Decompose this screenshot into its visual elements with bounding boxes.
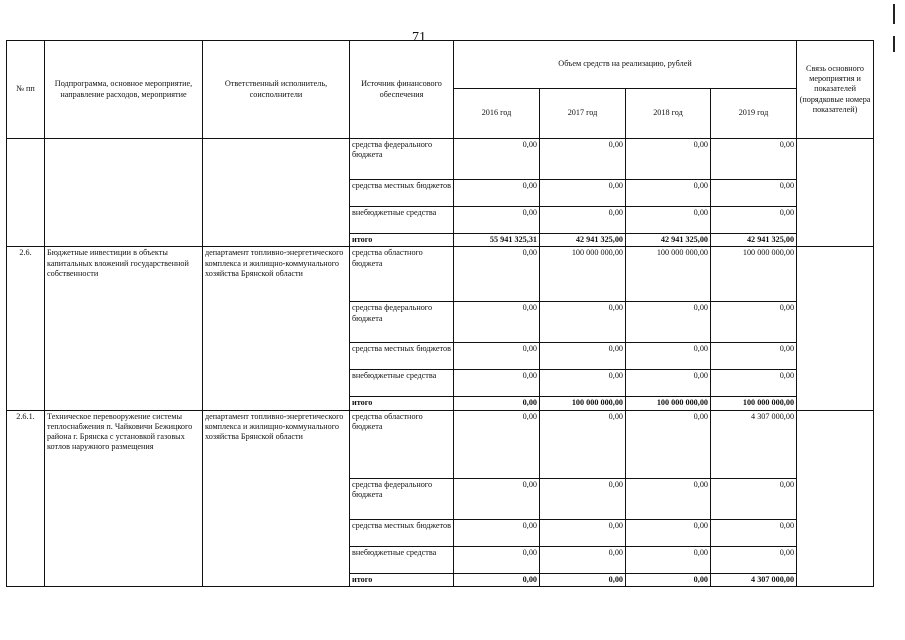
table-header bbox=[7, 41, 874, 139]
value-2017: 0,00 bbox=[540, 370, 626, 397]
value-2016: 0,00 bbox=[454, 410, 540, 478]
value-2019: 0,00 bbox=[711, 207, 797, 234]
header-executor: Ответственный исполнитель, соисполнители bbox=[203, 41, 350, 139]
header-year: 2019 год bbox=[711, 89, 797, 139]
value-2016: 0,00 bbox=[454, 247, 540, 302]
row-program: Бюджетные инвестиции в объекты капитальных вложений государственной собственности bbox=[45, 247, 203, 410]
value-2017: 0,00 bbox=[540, 478, 626, 519]
total-2019: 100 000 000,00 bbox=[711, 397, 797, 410]
value-2018: 0,00 bbox=[626, 343, 711, 370]
row-executor: департамент топливно-энергетического комплекса и жилищно-коммунального хозяйства Брянской области bbox=[203, 247, 350, 410]
row-source: средства областного бюджета bbox=[350, 247, 454, 302]
value-2019: 0,00 bbox=[711, 519, 797, 546]
value-2016: 0,00 bbox=[454, 180, 540, 207]
value-2018: 0,00 bbox=[626, 207, 711, 234]
total-2017: 42 941 325,00 bbox=[540, 234, 626, 247]
total-2016: 55 941 325,31 bbox=[454, 234, 540, 247]
total-2016: 0,00 bbox=[454, 573, 540, 586]
edge-mark-bottom bbox=[893, 36, 895, 52]
value-2019: 4 307 000,00 bbox=[711, 410, 797, 478]
total-2017: 0,00 bbox=[540, 573, 626, 586]
header-year: 2016 год bbox=[454, 89, 540, 139]
row-source: внебюджетные средства bbox=[350, 370, 454, 397]
header-amount: Объем средств на реализацию, рублей bbox=[454, 41, 797, 89]
edge-mark-top bbox=[893, 4, 895, 24]
row-source: средства областного бюджета bbox=[350, 410, 454, 478]
row-source: средства федерального бюджета bbox=[350, 139, 454, 180]
row-link bbox=[797, 410, 874, 586]
value-2016: 0,00 bbox=[454, 546, 540, 573]
header-program: Подпрограмма, основное мероприятие, направление расходов, мероприятие bbox=[45, 41, 203, 139]
row-num: 2.6. bbox=[7, 247, 45, 410]
value-2018: 0,00 bbox=[626, 546, 711, 573]
total-2018: 100 000 000,00 bbox=[626, 397, 711, 410]
value-2016: 0,00 bbox=[454, 478, 540, 519]
table-row bbox=[7, 410, 874, 478]
header-source: Источник финансового обеспечения bbox=[350, 41, 454, 139]
row-num: 2.6.1. bbox=[7, 410, 45, 586]
row-source-total: итого bbox=[350, 573, 454, 586]
value-2018: 0,00 bbox=[626, 370, 711, 397]
value-2019: 0,00 bbox=[711, 478, 797, 519]
value-2016: 0,00 bbox=[454, 302, 540, 343]
value-2017: 0,00 bbox=[540, 207, 626, 234]
total-2019: 4 307 000,00 bbox=[711, 573, 797, 586]
value-2019: 100 000 000,00 bbox=[711, 247, 797, 302]
table-row bbox=[7, 247, 874, 302]
header-link: Связь основного мероприятия и показателей (порядковые номера показателей) bbox=[797, 41, 874, 139]
value-2017: 0,00 bbox=[540, 302, 626, 343]
funding-table bbox=[6, 40, 874, 587]
table-row bbox=[7, 139, 874, 180]
value-2018: 0,00 bbox=[626, 410, 711, 478]
value-2019: 0,00 bbox=[711, 139, 797, 180]
row-link bbox=[797, 139, 874, 247]
total-2016: 0,00 bbox=[454, 397, 540, 410]
value-2017: 0,00 bbox=[540, 343, 626, 370]
value-2019: 0,00 bbox=[711, 180, 797, 207]
value-2017: 0,00 bbox=[540, 519, 626, 546]
row-source: внебюджетные средства bbox=[350, 207, 454, 234]
row-source: средства местных бюджетов bbox=[350, 519, 454, 546]
value-2016: 0,00 bbox=[454, 370, 540, 397]
value-2018: 0,00 bbox=[626, 519, 711, 546]
row-source-total: итого bbox=[350, 397, 454, 410]
total-2019: 42 941 325,00 bbox=[711, 234, 797, 247]
row-program: Техническое перевооружение системы теплоснабжения п. Чайковичи Бежицкого района г. Брянска с установкой газовых котлов наружного размещения bbox=[45, 410, 203, 586]
value-2016: 0,00 bbox=[454, 207, 540, 234]
row-source: средства местных бюджетов bbox=[350, 180, 454, 207]
value-2019: 0,00 bbox=[711, 343, 797, 370]
row-num bbox=[7, 139, 45, 247]
row-source-total: итого bbox=[350, 234, 454, 247]
row-executor bbox=[203, 139, 350, 247]
header-num: № пп bbox=[7, 41, 45, 139]
value-2018: 0,00 bbox=[626, 302, 711, 343]
value-2017: 0,00 bbox=[540, 180, 626, 207]
value-2019: 0,00 bbox=[711, 302, 797, 343]
row-program bbox=[45, 139, 203, 247]
value-2016: 0,00 bbox=[454, 139, 540, 180]
value-2017: 0,00 bbox=[540, 410, 626, 478]
row-executor: департамент топливно-энергетического комплекса и жилищно-коммунального хозяйства Брянской области bbox=[203, 410, 350, 586]
total-2018: 42 941 325,00 bbox=[626, 234, 711, 247]
total-2018: 0,00 bbox=[626, 573, 711, 586]
value-2017: 100 000 000,00 bbox=[540, 247, 626, 302]
value-2016: 0,00 bbox=[454, 519, 540, 546]
table-body bbox=[7, 139, 874, 587]
value-2018: 100 000 000,00 bbox=[626, 247, 711, 302]
value-2018: 0,00 bbox=[626, 478, 711, 519]
value-2016: 0,00 bbox=[454, 343, 540, 370]
row-source: средства федерального бюджета bbox=[350, 478, 454, 519]
value-2018: 0,00 bbox=[626, 139, 711, 180]
value-2019: 0,00 bbox=[711, 546, 797, 573]
page-number: 71 bbox=[412, 30, 426, 45]
total-2017: 100 000 000,00 bbox=[540, 397, 626, 410]
value-2017: 0,00 bbox=[540, 139, 626, 180]
header-year: 2017 год bbox=[540, 89, 626, 139]
value-2019: 0,00 bbox=[711, 370, 797, 397]
row-link bbox=[797, 247, 874, 410]
value-2018: 0,00 bbox=[626, 180, 711, 207]
row-source: средства федерального бюджета bbox=[350, 302, 454, 343]
row-source: внебюджетные средства bbox=[350, 546, 454, 573]
header-year: 2018 год bbox=[626, 89, 711, 139]
row-source: средства местных бюджетов bbox=[350, 343, 454, 370]
value-2017: 0,00 bbox=[540, 546, 626, 573]
